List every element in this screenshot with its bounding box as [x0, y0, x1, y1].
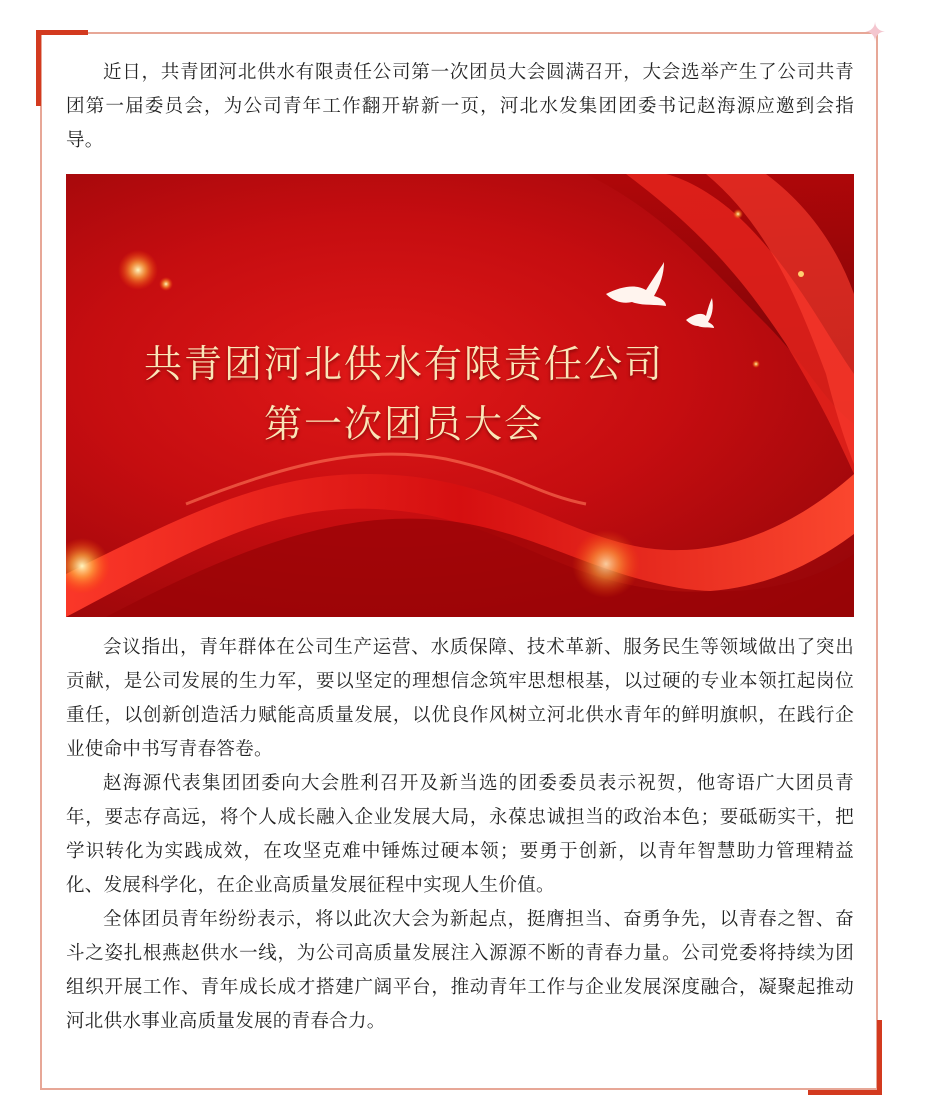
corner-accent-top-left	[36, 30, 88, 35]
banner-image	[66, 174, 854, 617]
banner-title-line1: 共青团河北供水有限责任公司	[143, 342, 664, 386]
dove-icon	[606, 262, 666, 306]
banner-title	[66, 334, 742, 454]
banner-title-line2: 第一次团员大会	[263, 402, 544, 446]
corner-accent-bottom-right	[808, 1090, 882, 1095]
paragraph-speech: 赵海源代表集团团委向大会胜利召开及新当选的团委委员表示祝贺，他寄语广大团员青年，要志存高远，将个人成长融入企业发展大局，永葆忠诚担当的政治本色；要砥砺实干，把学识转化为实践成效，在攻坚克难中锤炼过硬本领；要勇于创新，以青年智慧助力管理精益化、发展科学化，在企业高质量发展征程中实现人生价值。	[66, 773, 854, 896]
article-body	[66, 56, 854, 1039]
paragraph-intro: 近日，共青团河北供水有限责任公司第一次团员大会圆满召开，大会选举产生了公司共青团第一届委员会，为公司青年工作翻开崭新一页，河北水发集团团委书记赵海源应邀到会指导。	[66, 62, 854, 151]
paragraph-conclusion: 全体团员青年纷纷表示，将以此次大会为新起点，挺膺担当、奋勇争先，以青春之智、奋斗之姿扎根燕赵供水一线，为公司高质量发展注入源源不断的青春力量。公司党委将持续为团组织开展工作、青年成长成才搭建广阔平台，推动青年工作与企业发展深度融合，凝聚起推动河北供水事业高质量发展的青春合力。	[66, 909, 854, 1032]
dove-icon	[686, 298, 714, 328]
sparkle-icon: ✦	[864, 18, 886, 48]
corner-accent-bottom-right-vertical	[877, 1020, 882, 1095]
corner-accent-top-left-vertical	[36, 30, 41, 106]
paragraph-meeting-summary: 会议指出，青年群体在公司生产运营、水质保障、技术革新、服务民生等领域做出了突出贡献，是公司发展的生力军，要以坚定的理想信念筑牢思想根基，以过硬的专业本领扛起岗位重任，以创新创造活力赋能高质量发展，以优良作风树立河北供水青年的鲜明旗帜，在践行企业使命中书写青春答卷。	[66, 637, 854, 760]
